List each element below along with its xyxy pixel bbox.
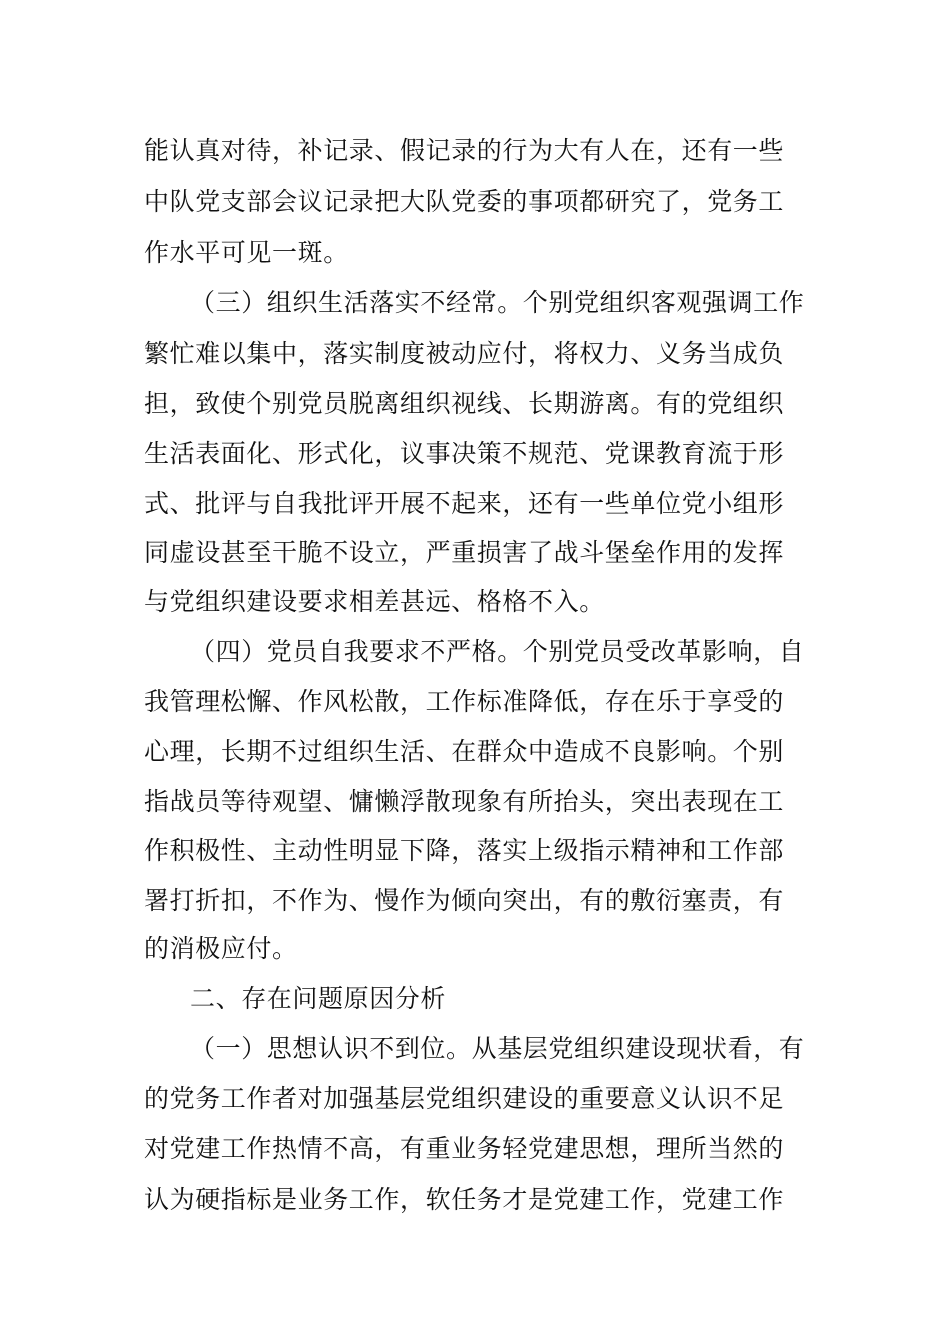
- text-line: 能认真对待，补记录、假记录的行为大有人在，还有一些: [144, 136, 785, 165]
- text-line: 作积极性、主动性明显下降，落实上级指示精神和工作部: [144, 836, 785, 865]
- section-heading: 二、存在问题原因分析: [190, 984, 447, 1013]
- text-line: 认为硬指标是业务工作，软任务才是党建工作，党建工作: [144, 1185, 785, 1214]
- text-line: 我管理松懈、作风松散，工作标准降低，存在乐于享受的: [144, 687, 785, 716]
- text-line: 作水平可见一斑。: [144, 238, 349, 267]
- text-line: 与党组织建设要求相差甚远、格格不入。: [144, 587, 605, 616]
- text-line: 中队党支部会议记录把大队党委的事项都研究了，党务工: [144, 187, 785, 216]
- text-line: 式、批评与自我批评开展不起来，还有一些单位党小组形: [144, 489, 785, 518]
- text-line: 心理，长期不过组织生活、在群众中造成不良影响。个别: [144, 737, 785, 766]
- text-line: 的党务工作者对加强基层党组织建设的重要意义认识不足: [144, 1084, 785, 1113]
- text-line: 署打折扣，不作为、慢作为倾向突出，有的敷衍塞责，有: [144, 886, 785, 915]
- paragraph-heading-one: （一）思想认识不到位。从基层党组织建设现状看，有: [190, 1034, 805, 1063]
- text-line: 担，致使个别党员脱离组织视线、长期游离。有的党组织: [144, 389, 785, 418]
- text-line: 生活表面化、形式化，议事决策不规范、党课教育流于形: [144, 439, 785, 468]
- text-line: 指战员等待观望、慵懒浮散现象有所抬头，突出表现在工: [144, 787, 785, 816]
- paragraph-heading-four: （四）党员自我要求不严格。个别党员受改革影响，自: [190, 637, 805, 666]
- text-line: 同虚设甚至干脆不设立，严重损害了战斗堡垒作用的发挥: [144, 538, 785, 567]
- text-line: 的消极应付。: [144, 934, 298, 963]
- text-line: 繁忙难以集中，落实制度被动应付，将权力、义务当成负: [144, 339, 785, 368]
- text-line: 对党建工作热情不高，有重业务轻党建思想，理所当然的: [144, 1134, 785, 1163]
- paragraph-heading-three: （三）组织生活落实不经常。个别党组织客观强调工作: [190, 288, 805, 317]
